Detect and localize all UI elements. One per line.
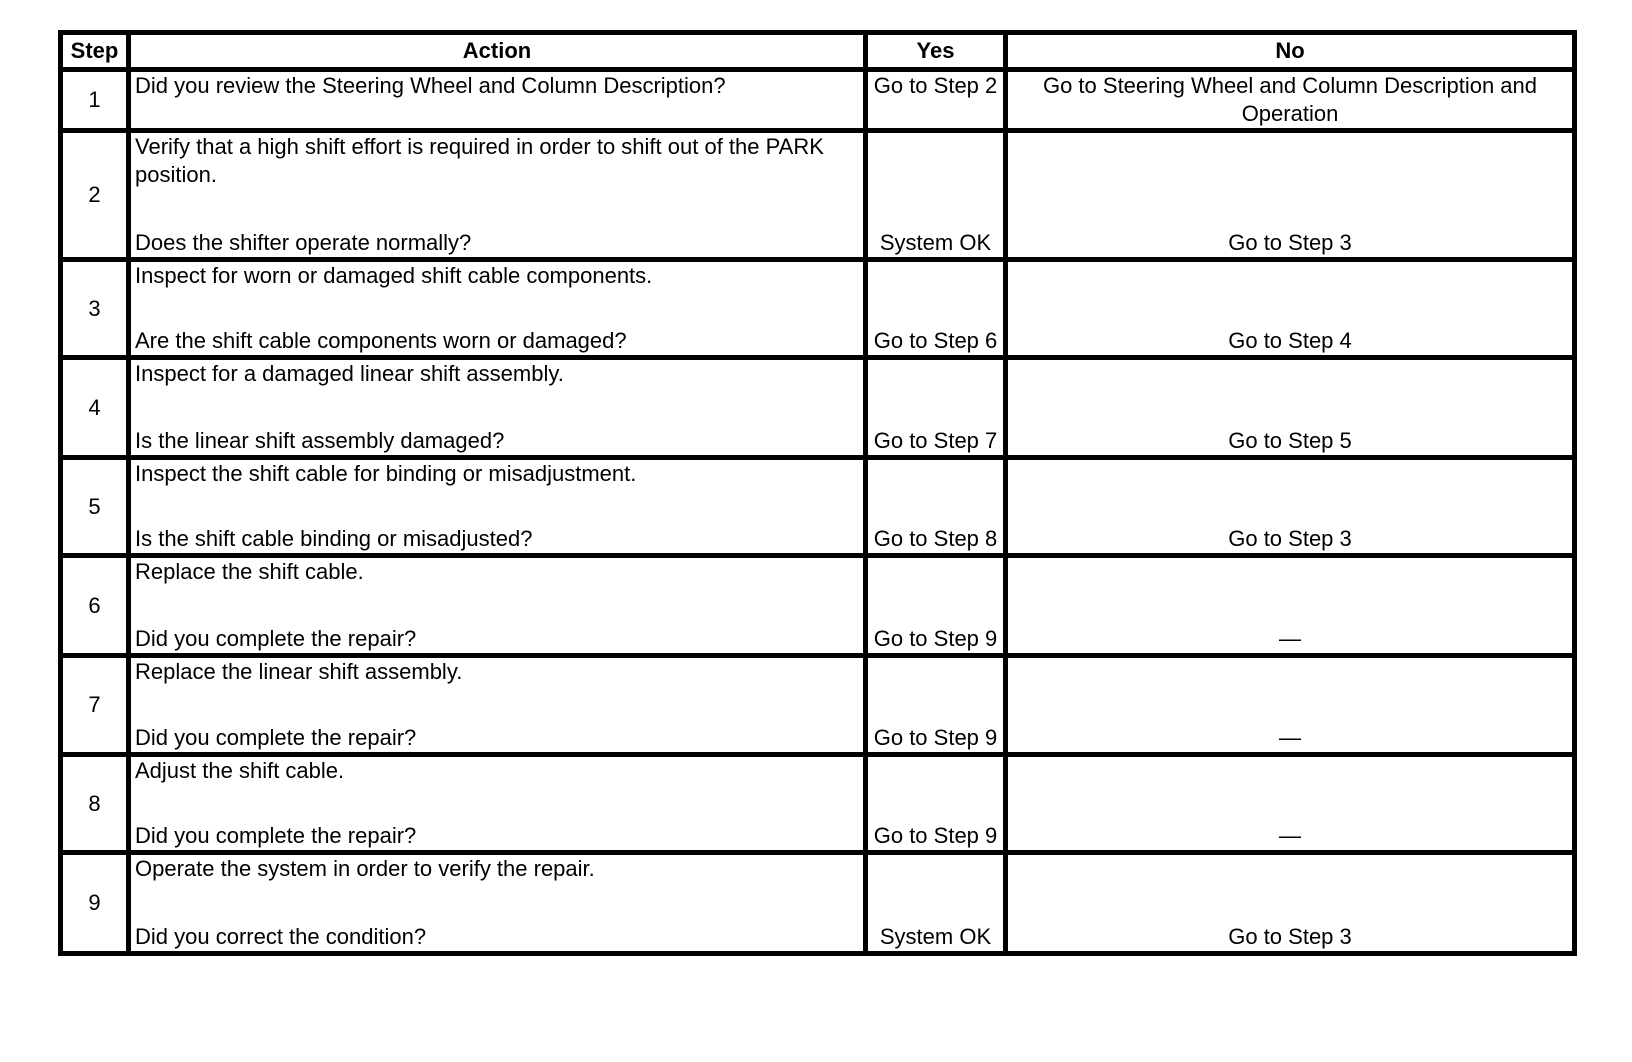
action-text: Adjust the shift cable. [135, 758, 345, 783]
no-cell: Go to Step 4 [1006, 260, 1575, 358]
no-cell: — [1006, 556, 1575, 656]
no-cell: Go to Step 3 [1006, 458, 1575, 556]
header-yes: Yes [866, 33, 1006, 70]
action-text: Inspect for a damaged linear shift assembly. [135, 361, 564, 386]
step-number: 4 [61, 358, 129, 458]
table-row [61, 131, 1575, 260]
table-row [61, 853, 1575, 954]
action-question: Did you complete the repair? [135, 725, 417, 750]
step-number: 9 [61, 853, 129, 954]
action-cell [129, 853, 866, 954]
no-cell: Go to Steering Wheel and Column Description and Operation [1006, 70, 1575, 131]
action-cell [129, 458, 866, 556]
action-cell [129, 556, 866, 656]
no-cell: Go to Step 3 [1006, 131, 1575, 260]
no-cell: Go to Step 3 [1006, 853, 1575, 954]
action-cell [129, 260, 866, 358]
diagnostic-table [58, 30, 1577, 956]
header-row [61, 33, 1575, 70]
action-cell [129, 358, 866, 458]
yes-cell: Go to Step 6 [866, 260, 1006, 358]
header-action: Action [129, 33, 866, 70]
action-text: Inspect the shift cable for binding or misadjustment. [135, 461, 637, 486]
yes-cell: Go to Step 9 [866, 556, 1006, 656]
step-number: 6 [61, 556, 129, 656]
yes-cell: Go to Step 8 [866, 458, 1006, 556]
step-number: 1 [61, 70, 129, 131]
yes-cell: Go to Step 9 [866, 755, 1006, 853]
no-cell: Go to Step 5 [1006, 358, 1575, 458]
table-row [61, 458, 1575, 556]
table-row [61, 260, 1575, 358]
table-row [61, 556, 1575, 656]
step-number: 3 [61, 260, 129, 358]
step-number: 2 [61, 131, 129, 260]
step-number: 5 [61, 458, 129, 556]
table-row [61, 358, 1575, 458]
action-question: Did you complete the repair? [135, 626, 417, 651]
table-row [61, 656, 1575, 755]
no-cell: — [1006, 755, 1575, 853]
action-question: Is the shift cable binding or misadjusted? [135, 526, 533, 551]
action-text: Inspect for worn or damaged shift cable components. [135, 263, 653, 288]
header-no: No [1006, 33, 1575, 70]
action-text: Did you review the Steering Wheel and Column Description? [135, 73, 726, 98]
action-question: Is the linear shift assembly damaged? [135, 428, 505, 453]
header-step: Step [61, 33, 129, 70]
action-question: Does the shifter operate normally? [135, 230, 472, 255]
action-cell [129, 70, 866, 131]
yes-cell: System OK [866, 131, 1006, 260]
yes-cell: Go to Step 7 [866, 358, 1006, 458]
action-text: Verify that a high shift effort is required in order to shift out of the PARK position. [135, 134, 824, 187]
yes-cell: Go to Step 2 [866, 70, 1006, 131]
table-row [61, 755, 1575, 853]
yes-cell: Go to Step 9 [866, 656, 1006, 755]
action-text: Operate the system in order to verify the repair. [135, 856, 595, 881]
action-question: Are the shift cable components worn or damaged? [135, 328, 627, 353]
action-question: Did you complete the repair? [135, 823, 417, 848]
no-cell: — [1006, 656, 1575, 755]
yes-cell: System OK [866, 853, 1006, 954]
action-cell [129, 755, 866, 853]
action-cell [129, 656, 866, 755]
table-row [61, 70, 1575, 131]
action-question: Did you correct the condition? [135, 924, 427, 949]
action-text: Replace the linear shift assembly. [135, 659, 463, 684]
step-number: 8 [61, 755, 129, 853]
action-cell [129, 131, 866, 260]
action-text: Replace the shift cable. [135, 559, 364, 584]
step-number: 7 [61, 656, 129, 755]
